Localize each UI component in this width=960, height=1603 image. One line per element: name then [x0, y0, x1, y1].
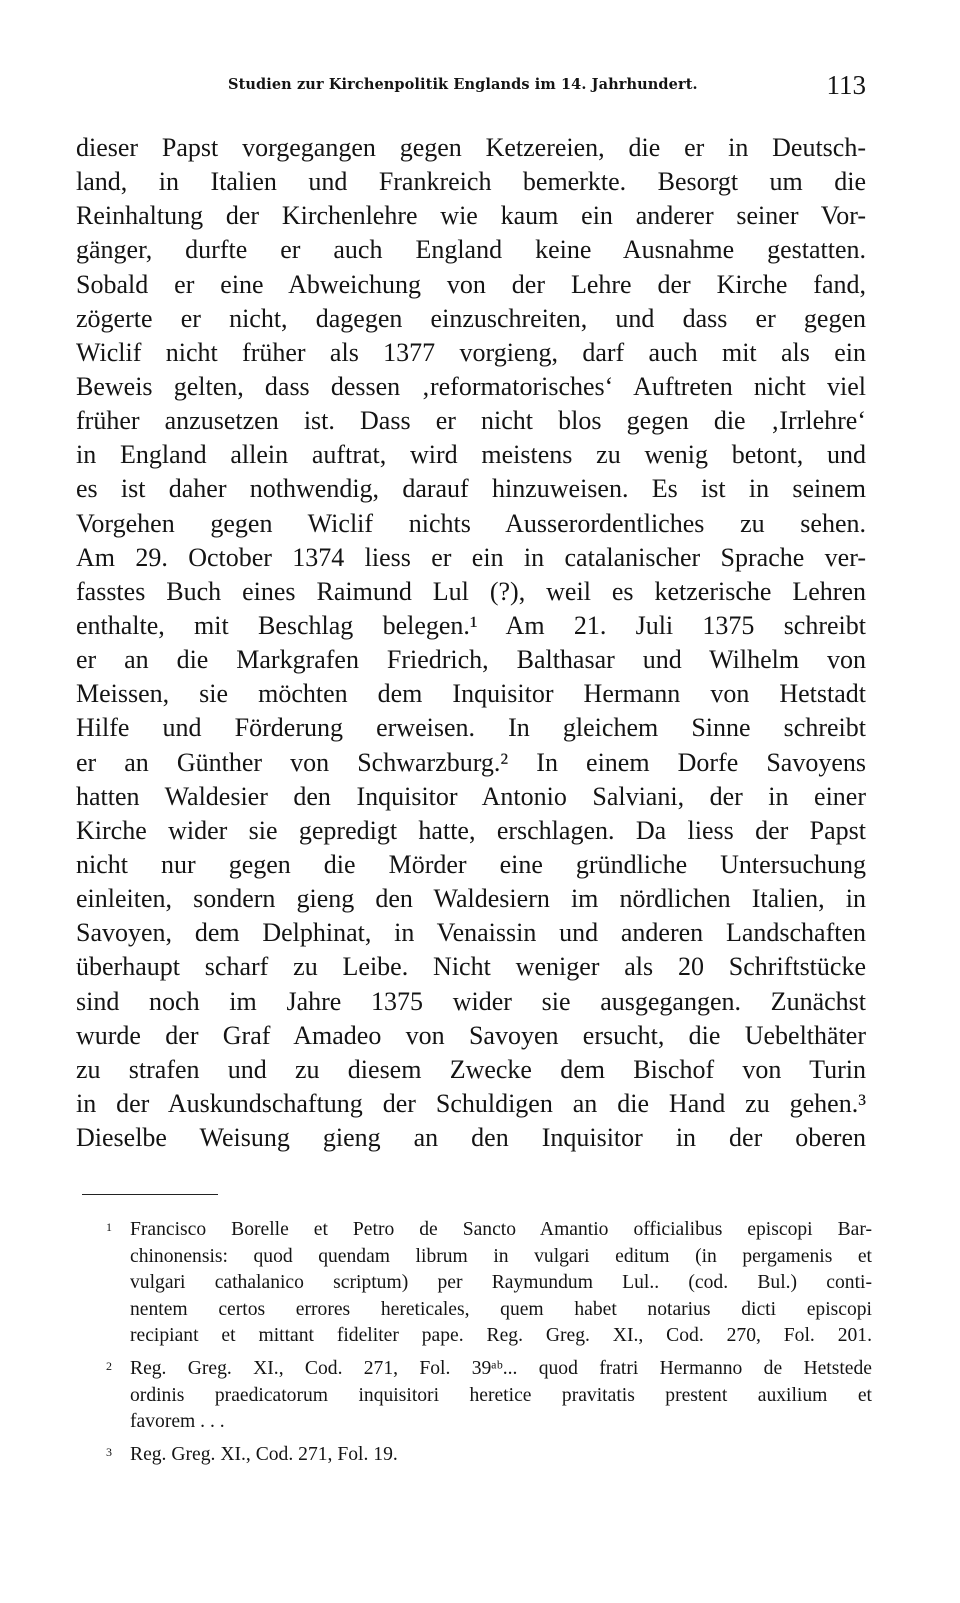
footnote-line: 3 Reg. Greg. XI., Cod. 271, Fol. 19. — [76, 1442, 872, 1469]
footnote-1 — [76, 1217, 872, 1350]
text-line: land, in Italien und Frankreich bemerkte. Besorgt um die — [76, 167, 866, 197]
text-line: Am 29. October 1374 liess er ein in catalanischer Sprache ver- — [76, 542, 866, 572]
text-line: fasstes Buch eines Raimund Lul (?), weil es ketzerische Lehren — [76, 576, 866, 606]
footnotes — [76, 1217, 872, 1468]
text-line: in England allein auftrat, wird meistens zu wenig betont, und — [76, 440, 866, 470]
text-line: früher anzusetzen ist. Dass er nicht blos gegen die ‚Irrlehre‘ — [76, 406, 866, 436]
footnote-line: chinonensis: quod quendam librum in vulgari editum (in pergamenis et — [130, 1245, 872, 1267]
text-line: einleiten, sondern gieng den Waldesiern im nördlichen Italien, in — [76, 884, 866, 914]
text-line: zu strafen und zu diesem Zwecke dem Bischof von Turin — [76, 1054, 866, 1084]
text-line: wurde der Graf Amadeo von Savoyen ersucht, die Uebelthäter — [76, 1020, 866, 1050]
page-number: 113 — [826, 70, 866, 100]
running-title: Studien zur Kirchenpolitik Englands im 14. Jahrhundert. — [228, 76, 698, 93]
text-line: überhaupt scharf zu Leibe. Nicht weniger als 20 Schriftstücke — [76, 952, 866, 982]
text-line: gänger, durfte er auch England keine Ausnahme gestatten. — [76, 235, 866, 265]
text-line: Wiclif nicht früher als 1377 vorgieng, darf auch mit als ein — [76, 337, 866, 367]
text-line: Reinhaltung der Kirchenlehre wie kaum ein anderer seiner Vor- — [76, 201, 866, 231]
text-line: Beweis gelten, dass dessen ‚reformatorisches‘ Auftreten nicht viel — [76, 371, 866, 401]
text-line: Dieselbe Weisung gieng an den Inquisitor in der oberen — [76, 1123, 866, 1153]
footnote-rule — [82, 1194, 218, 1195]
footnote-mark: 1 — [106, 1220, 112, 1234]
text-line: Sobald er eine Abweichung von der Lehre der Kirche fand, — [76, 269, 866, 299]
text-line: Kirche wider sie gepredigt hatte, erschlagen. Da liess der Papst — [76, 815, 866, 845]
footnote-line: 2 Reg. Greg. XI., Cod. 271, Fol. 39ᵃᵇ... quod fratri Hermanno de Hetstede — [76, 1356, 872, 1383]
text-line: sind noch im Jahre 1375 wider sie ausgegangen. Zunächst — [76, 986, 866, 1016]
footnote-2 — [76, 1356, 872, 1436]
running-head — [76, 70, 872, 110]
footnote-line: 1 Francisco Borelle et Petro de Sancto Amantio officialibus episcopi Bar- — [76, 1217, 872, 1244]
text-line: Savoyen, dem Delphinat, in Venaissin und anderen Landschaften — [76, 918, 866, 948]
text-line: enthalte, mit Beschlag belegen.¹ Am 21. Juli 1375 schreibt — [76, 610, 866, 640]
text-line: Vorgehen gegen Wiclif nichts Ausserordentliches zu sehen. — [76, 508, 866, 538]
text-line: Hilfe und Förderung erweisen. In gleichem Sinne schreibt — [76, 713, 866, 743]
footnote-line: vulgari cathalanico scriptum) per Raymundum Lul.. (cod. Bul.) conti- — [130, 1272, 872, 1294]
footnote-mark: 3 — [106, 1444, 112, 1459]
text-line: dieser Papst vorgegangen gegen Ketzereien, die er in Deutsch- — [76, 133, 866, 162]
footnote-line: favorem . . . — [130, 1411, 225, 1433]
text-line: er an Günther von Schwarzburg.² In einem Dorfe Savoyens — [76, 747, 866, 777]
footnote-line: recipiant et mittant fideliter pape. Reg. Greg. XI., Cod. 270, Fol. 201. — [130, 1325, 872, 1347]
text-line: er an die Markgrafen Friedrich, Balthasar und Wilhelm von — [76, 645, 866, 675]
footnote-line: ordinis praedicatorum inquisitori heretice pravitatis prestent auxilium et — [130, 1384, 872, 1406]
footnote-mark: 2 — [106, 1358, 112, 1373]
text-line: hatten Waldesier den Inquisitor Antonio Salviani, der in einer — [76, 781, 866, 811]
body-text — [76, 131, 866, 1155]
footnote-line: nentem certos errores hereticales, quem habet notarius dicti episcopi — [130, 1298, 872, 1320]
text-line: nicht nur gegen die Mörder eine gründliche Untersuchung — [76, 849, 866, 879]
text-line: es ist daher nothwendig, darauf hinzuweisen. Es ist in seinem — [76, 474, 866, 504]
text-line: Meissen, sie möchten dem Inquisitor Hermann von Hetstadt — [76, 679, 866, 709]
text-line: in der Auskundschaftung der Schuldigen an die Hand zu gehen.³ — [76, 1088, 866, 1118]
text-line: zögerte er nicht, dagegen einzuschreiten, und dass er gegen — [76, 303, 866, 333]
footnote-3 — [76, 1442, 872, 1469]
